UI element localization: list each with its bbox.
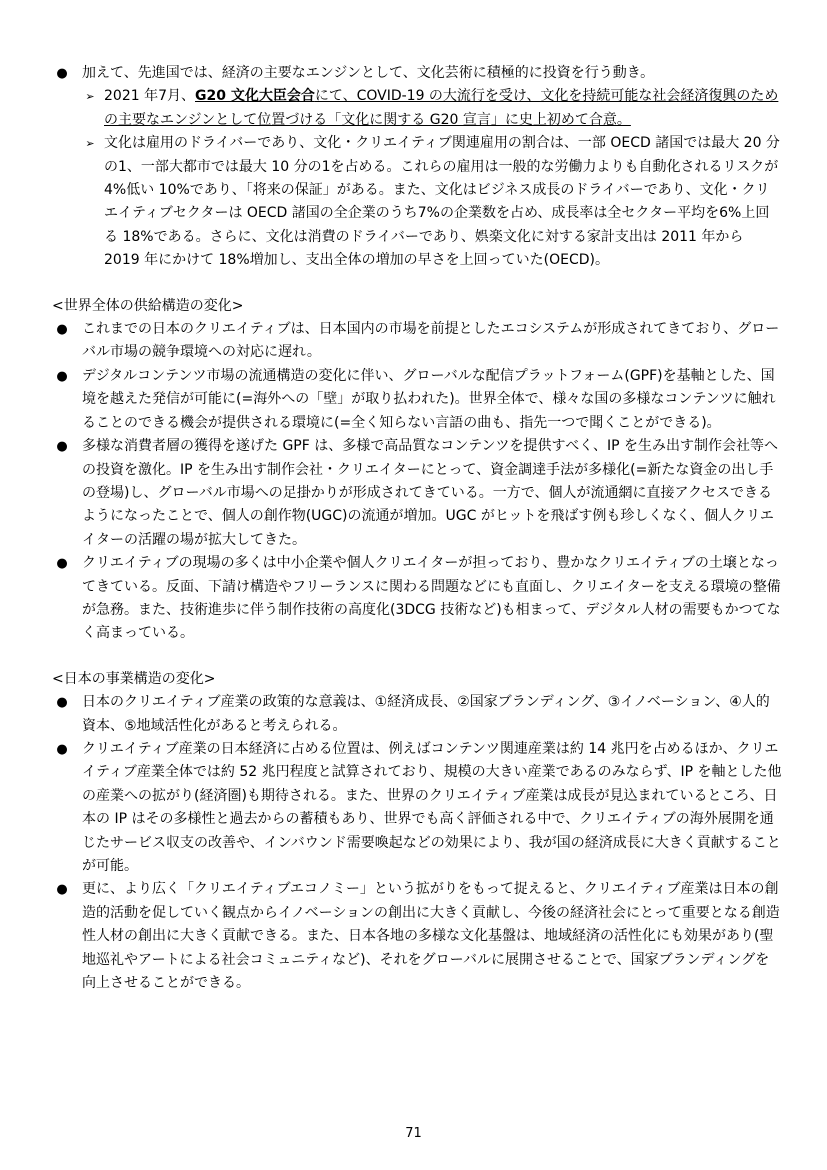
bullet-icon: ● <box>56 695 68 711</box>
list-item <box>52 435 782 552</box>
list-item-text: クリエイティブの現場の多くは中小企業や個人クリエイターが担っており、豊かなクリエイティブの土壌となってきている。反面、下請け構造やフリーランスに関わる問題などにも直面し、クリエイターを支える環境の整備が急務。また、技術進歩に伴う制作技術の高度化(3DCG 技術など)も相まって、デジタル人材の需要もかつてなく高まっている。 <box>82 555 781 642</box>
list-item <box>52 878 782 995</box>
g20-meeting-name: G20 文化大臣会合 <box>195 88 315 105</box>
sub-bullet-g20 <box>52 85 782 132</box>
bullet-icon: ● <box>56 368 68 384</box>
bullet-icon: ● <box>56 66 68 81</box>
list-item-text: クリエイティブ産業の日本経済に占める位置は、例えばコンテンツ関連産業は約 14 兆円を占めるほか、クリエイティブ産業全体では約 52 兆円程度と試算されており、規模の大きい産業であるのみならず、IP を軸とした他の産業への拡がり(経済圏)も期待される。また、世界のクリエイティブ産業は成長が見込まれているところ、日本の IP はその多様性と過去からの蓄積もあり、世界でも高く評価される中で、クリエイティブの海外展開を通じたサービス収支の改善や、インバウンド需要喚起などの効果により、我が国の経済成長に大きく貢献することが可能。 <box>82 740 782 874</box>
g20-date: 2021 年7月、 <box>104 88 195 105</box>
list-item <box>52 691 782 738</box>
bullet-icon: ● <box>56 439 68 455</box>
intro-bullet-text: 加えて、先進国では、経済の主要なエンジンとして、文化芸術に積極的に投資を行う動き。 <box>82 65 655 81</box>
list-item-text: 日本のクリエイティブ産業の政策的な意義は、①経済成長、②国家ブランディング、③イノベーション、④人的資本、⑤地域活性化があると考えられる。 <box>82 694 770 734</box>
g20-agreement: にて、COVID-19 の大流行を受け、文化を持続可能な社会経済復興のための主要なエンジンとして位置づける「文化に関する G20 宣言」に史上初めて合意。 <box>104 88 779 128</box>
page-number: 71 <box>405 1126 422 1141</box>
list-item <box>52 318 782 365</box>
list-item-text: 更に、より広く「クリエイティブエコノミー」という拡がりをもって捉えると、クリエイティブ産業は日本の創造的活動を促していく観点からイノベーションの創出に大きく貢献し、今後の経済社会にとって重要となる創造性人材の創出に大きく貢献できる。また、日本各地の多様な文化基盤は、地域経済の活性化にも効果があり(聖地巡礼やアートによる社会コミュニティなど)、それをグローバルに展開させることで、国家ブランディングを向上させることができる。 <box>82 881 780 992</box>
bullet-icon: ● <box>56 322 68 338</box>
list-item-text: デジタルコンテンツ市場の流通構造の変化に伴い、グローバルな配信プラットフォーム(GPF)を基軸とした、国境を越えた発信が可能に(=海外への「壁」が取り払われた)。世界全体で、様々な国の多様なコンテンツに触れることのできる機会が提供される環境に(=全く知らない言語の曲も、指先一つで聞くことができる)。 <box>82 367 776 431</box>
list-item-text: 多様な消費者層の獲得を遂げた GPF は、多様で高品質なコンテンツを提供すべく、IP を生み出す制作会社等への投資を激化。IP を生み出す制作会社・クリエイターにとって、資金調達手法が多様化(=新たな資金の出し手の登場)し、グローバル市場への足掛かりが形成されてきている。一方で、個人が流通網に直接アクセスできるようになったことで、個人の創作物(UGC)の流通が増加。UGC がヒットを飛ばす例も珍しくなく、個人クリエイターの活躍の場が拡大してきた。 <box>82 438 779 548</box>
list-item-text: これまでの日本のクリエイティブは、日本国内の市場を前提としたエコシステムが形成されてきており、グローバル市場の競争環境への対応に遅れ。 <box>82 321 780 361</box>
document-body <box>52 62 782 995</box>
intro-bullet <box>52 62 782 85</box>
bullet-icon: ● <box>56 741 68 757</box>
section-heading-global-supply: <世界全体の供給構造の変化> <box>52 297 244 314</box>
sub-bullet-g20-text <box>104 85 782 132</box>
list-item <box>52 365 782 435</box>
list-item <box>52 738 782 878</box>
bullet-icon: ● <box>56 882 68 898</box>
bullet-icon: ● <box>56 556 68 572</box>
list-item <box>52 552 782 646</box>
section-heading-japan-business: <日本の事業構造の変化> <box>52 670 216 687</box>
arrow-bullet-icon: ➢ <box>85 90 95 104</box>
g20-underlined <box>104 88 778 127</box>
arrow-bullet-icon: ➢ <box>85 137 95 151</box>
sub-bullet-culture-driver <box>52 132 782 272</box>
sub-bullet-culture-driver-text: 文化は雇用のドライバーであり、文化・クリエイティブ関連雇用の割合は、一部 OECD 諸国では最大 20 分の1、一部大都市では最大 10 分の1を占める。これらの雇用は一般的な労働力よりも自動化されるリスクが4%低い 10%であり、「将来の保証」がある。また、文化はビジネス成長のドライバーであり、文化・クリエイティブセクターは OECD 諸国の全企業のうち7%の企業数を占め、成長率は全セクター平均を6%上回る 18%である。さらに、文化は消費のドライバーであり、娯楽文化に対する家計支出は 2011 年から 2019 年にかけて 18%増加し、支出全体の増加の早さを上回っていた(OECD)。 <box>104 135 780 269</box>
